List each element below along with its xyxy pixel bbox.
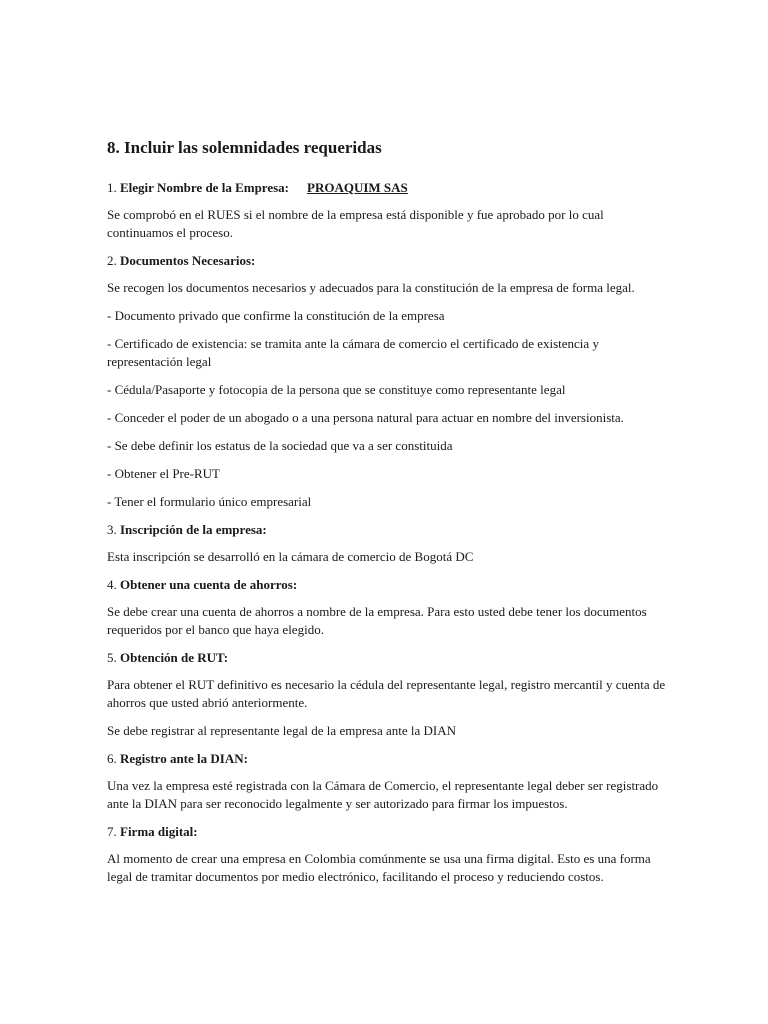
step-label: Obtener una cuenta de ahorros: — [120, 577, 298, 592]
step-number: 4. — [107, 577, 120, 592]
paragraph-digital-signature: Al momento de crear una empresa en Colombia comúnmente se usa una firma digital. Esto es una forma legal de tramitar documentos por medio electrónico, facilitando el proceso y reduciendo costos. — [107, 851, 651, 884]
step-2-heading — [107, 252, 667, 269]
document-page — [107, 137, 667, 896]
step-label: Obtención de RUT: — [120, 650, 229, 665]
step-6-heading — [107, 750, 667, 767]
list-item: - Certificado de existencia: se tramita ante la cámara de comercio el certificado de existencia y representación legal — [107, 336, 599, 369]
step-number: 2. — [107, 253, 120, 268]
step-number: 1. — [107, 180, 120, 195]
list-item: - Obtener el Pre-RUT — [107, 466, 220, 481]
paragraph-rut: Para obtener el RUT definitivo es necesario la cédula del representante legal, registro mercantil y cuenta de ahorros que usted abrió anteriormente. — [107, 677, 666, 710]
step-label: Registro ante la DIAN: — [120, 751, 248, 766]
step-label: Firma digital: — [120, 824, 198, 839]
paragraph-documents-intro: Se recogen los documentos necesarios y adecuados para la constitución de la empresa de forma legal. — [107, 280, 635, 295]
step-4-heading — [107, 576, 667, 593]
list-item: - Se debe definir los estatus de la sociedad que va a ser constituida — [107, 438, 453, 453]
section-title: 8. Incluir las solemnidades requeridas — [107, 138, 382, 157]
paragraph-inscription: Esta inscripción se desarrolló en la cámara de comercio de Bogotá DC — [107, 549, 474, 564]
list-item: - Cédula/Pasaporte y fotocopia de la persona que se constituye como representante legal — [107, 382, 566, 397]
step-label: Documentos Necesarios: — [120, 253, 256, 268]
company-name: PROAQUIM SAS — [307, 180, 408, 195]
step-number: 6. — [107, 751, 120, 766]
step-number: 7. — [107, 824, 120, 839]
step-label: Inscripción de la empresa: — [120, 522, 267, 537]
list-item: - Documento privado que confirme la constitución de la empresa — [107, 308, 445, 323]
step-3-heading — [107, 521, 667, 538]
step-number: 3. — [107, 522, 120, 537]
step-label: Elegir Nombre de la Empresa: — [120, 180, 289, 195]
step-5-heading — [107, 649, 667, 666]
step-7-heading — [107, 823, 667, 840]
list-item: - Tener el formulario único empresarial — [107, 494, 312, 509]
paragraph-savings-account: Se debe crear una cuenta de ahorros a nombre de la empresa. Para esto usted debe tener los documentos requeridos por el banco que haya elegido. — [107, 604, 647, 637]
paragraph-dian: Una vez la empresa esté registrada con la Cámara de Comercio, el representante legal deber ser registrado ante la DIAN para ser reconocido legalmente y ser autorizado para firmar los impuestos. — [107, 778, 659, 811]
paragraph-rues: Se comprobó en el RUES si el nombre de la empresa está disponible y fue aprobado por lo cual continuamos el proceso. — [107, 207, 604, 240]
paragraph-rut-register: Se debe registrar al representante legal de la empresa ante la DIAN — [107, 723, 457, 738]
list-item: - Conceder el poder de un abogado o a una persona natural para actuar en nombre del inversionista. — [107, 410, 624, 425]
step-number: 5. — [107, 650, 120, 665]
step-1-heading — [107, 179, 667, 196]
